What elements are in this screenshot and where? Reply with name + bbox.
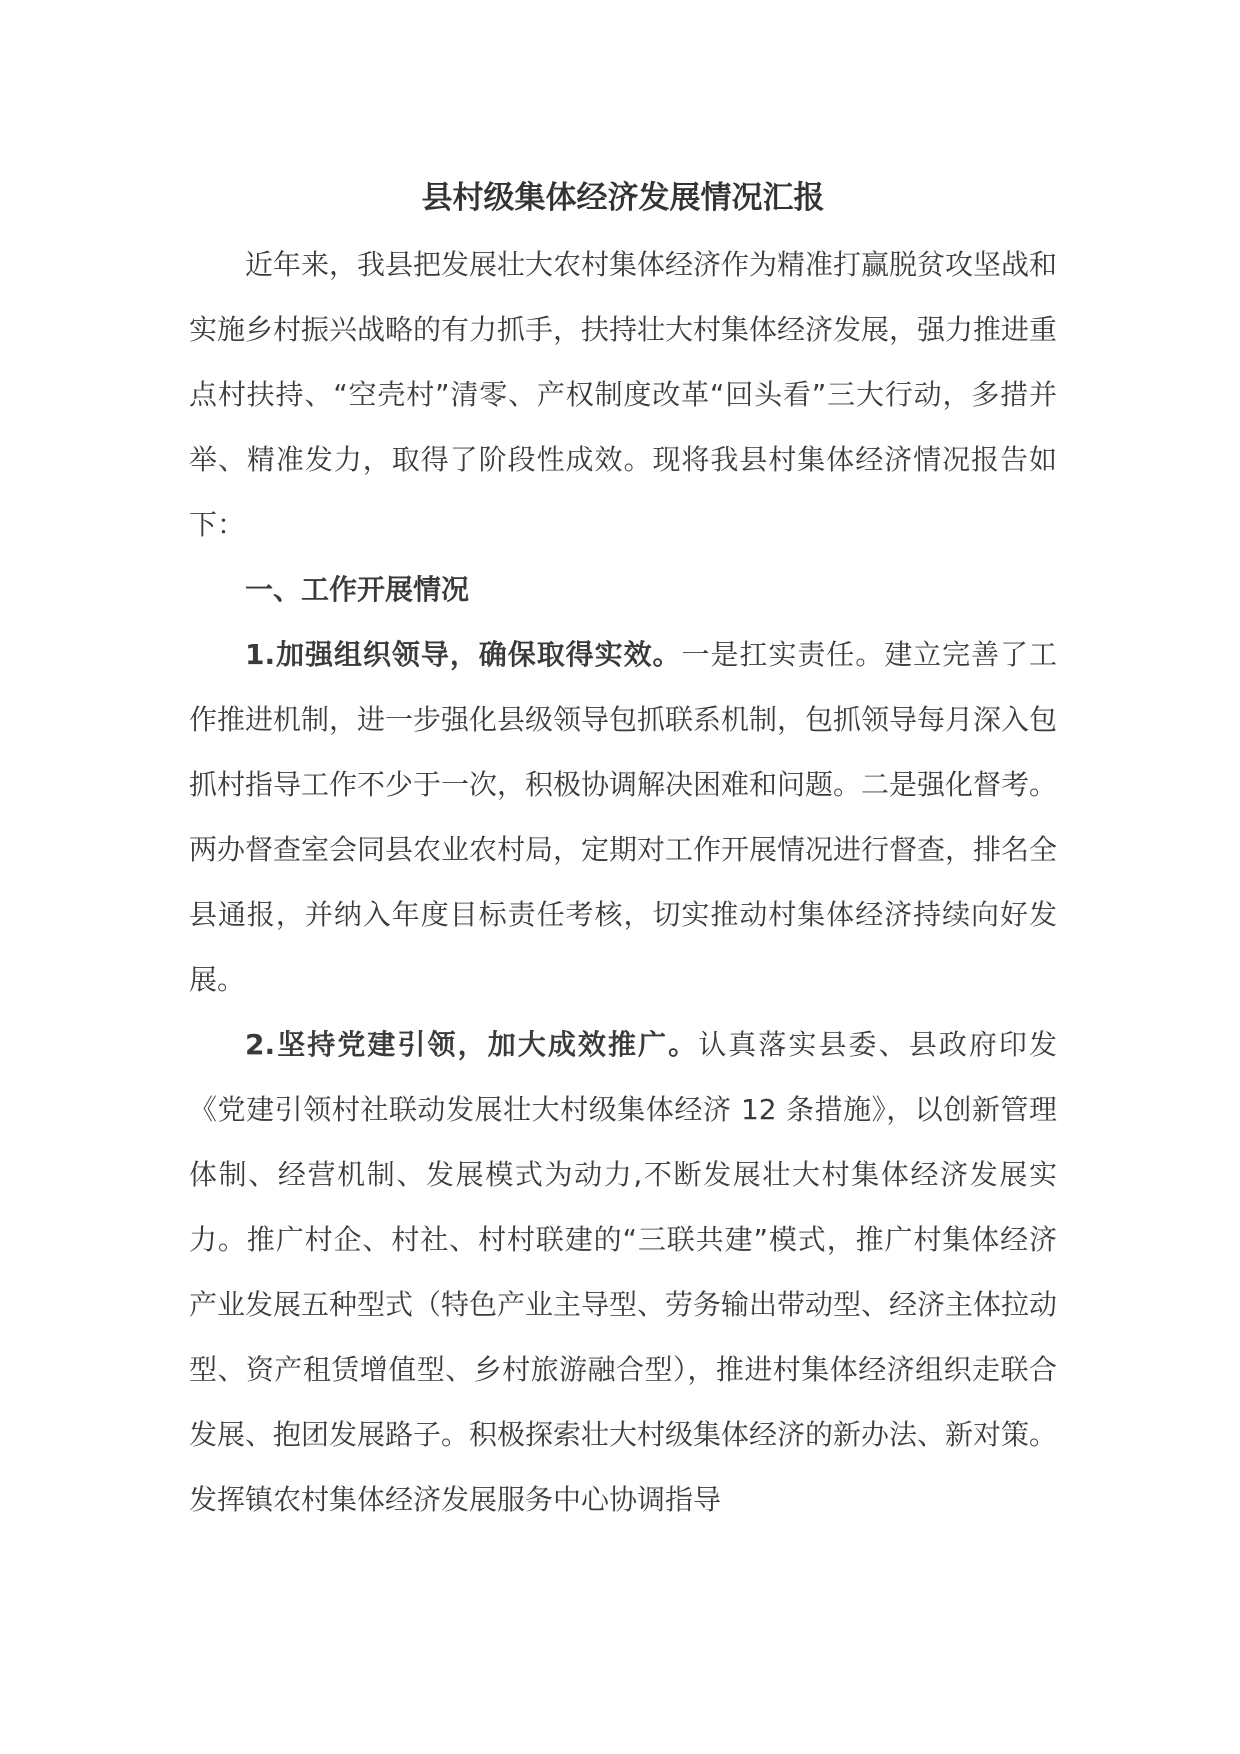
intro-paragraph: 近年来，我县把发展壮大农村集体经济作为精准打赢脱贫攻坚战和实施乡村振兴战略的有力抓手，扶持壮大村集体经济发展，强力推进重点村扶持、“空壳村”清零、产权制度改革“回头看”三大行动，多措并举、精准发力，取得了阶段性成效。现将我县村集体经济情况报告如下： [189,248,1058,541]
document-page [189,170,1057,1532]
item-2-paragraph [189,1012,1057,1532]
item-1-lead: 1.加强组织领导，确保取得实效。 [245,638,682,671]
item-2-lead: 2.坚持党建引领，加大成效推广。 [245,1028,699,1061]
document-title: 县村级集体经济发展情况汇报 [421,180,825,216]
section-heading: 一、工作开展情况 [245,573,470,606]
item-2-body: 认真落实县委、县政府印发《党建引领村社联动发展壮大村级集体经济 12 条措施》，以创新管理体制、经营机制、发展模式为动力,不断发展壮大村集体经济发展实力。推广村企、村社、村村联建的“三联共建”模式，推广村集体经济产业发展五种型式（特色产业主导型、劳务输出带动型、经济主体拉动型、资产租赁增值型、乡村旅游融合型），推进村集体经济组织走联合发展、抱团发展路子。积极探索壮大村级集体经济的新办法、新对策。发挥镇农村集体经济发展服务中心协调指导 [189,1028,1058,1516]
item-1-paragraph [189,622,1057,1012]
item-1-body: 一是扛实责任。建立完善了工作推进机制，进一步强化县级领导包抓联系机制，包抓领导每月深入包抓村指导工作不少于一次，积极协调解决困难和问题。二是强化督考。两办督查室会同县农业农村局，定期对工作开展情况进行督查，排名全县通报，并纳入年度目标责任考核，切实推动村集体经济持续向好发展。 [189,638,1058,996]
